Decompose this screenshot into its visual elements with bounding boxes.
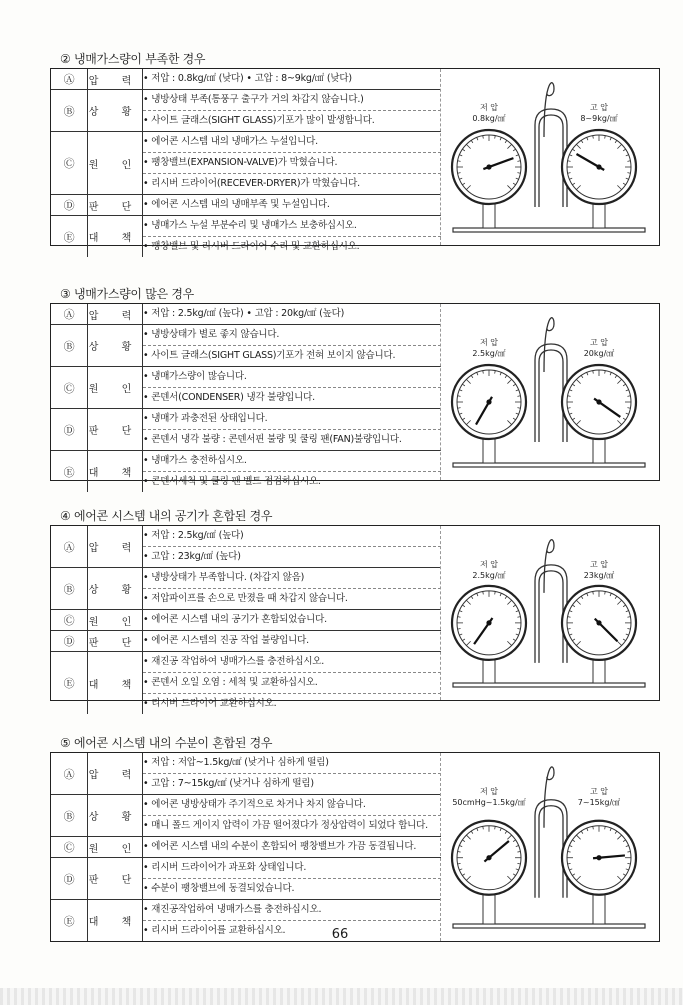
row-text: • 재진공 작업하여 냉매가스를 충전하십시오.: [143, 656, 325, 667]
row-text: • 팽창밸브(EXPANSION-VALVE)가 막혔습니다.: [143, 152, 441, 173]
section-moisture-in-system: [50, 734, 660, 942]
row-label: 판 단: [88, 858, 143, 900]
row-text: • 고압 : 7~15kg/㎠ (낮거나 심하게 떨림): [143, 773, 441, 794]
row-text: • 매니 폴드 게이지 압력이 가끔 떨어졌다가 정상압력이 되었다 합니다.: [143, 815, 441, 836]
row-text: • 팽창밸브 및 리시버 드라이어 수리 및 교환하십시오.: [143, 236, 441, 257]
row-key: Ⓑ: [51, 795, 88, 837]
gauge-pair-icon: [441, 69, 657, 244]
row-label: 압 력: [88, 304, 143, 325]
row-key: Ⓓ: [51, 409, 88, 451]
row-text: • 사이트 글래스(SIGHT GLASS)기포가 많이 발생합니다.: [143, 110, 441, 131]
row-key: Ⓐ: [51, 304, 88, 325]
row-key: Ⓒ: [51, 132, 88, 195]
table-row: [51, 652, 441, 715]
table-row: [51, 69, 441, 90]
section-insufficient-refrigerant: [50, 50, 660, 252]
row-label: 대 책: [88, 451, 143, 493]
high-gauge-value: 7~15kg/㎠: [577, 798, 621, 807]
row-label: 원 인: [88, 367, 143, 409]
row-text: • 에어콘 시스템의 진공 작업 불량입니다.: [143, 635, 309, 646]
gauge-pair-icon: [441, 753, 657, 940]
row-label: 대 책: [88, 652, 143, 715]
table-row: [51, 610, 441, 631]
row-text: • 고압 : 23kg/㎠ (높다): [143, 546, 441, 567]
high-gauge-title: 고 압: [590, 338, 608, 347]
row-key: Ⓒ: [51, 837, 88, 858]
info-table: [51, 69, 441, 257]
row-label: 원 인: [88, 610, 143, 631]
low-gauge-title: 저 압: [480, 338, 498, 347]
low-gauge-title: 저 압: [480, 787, 498, 796]
row-label: 원 인: [88, 132, 143, 195]
row-key: Ⓓ: [51, 858, 88, 900]
manifold-gauge-illustration: [440, 69, 659, 245]
high-gauge-title: 고 압: [590, 787, 608, 796]
row-label: 압 력: [88, 753, 143, 795]
section-title: ③ 냉매가스량이 많은 경우: [60, 287, 194, 301]
row-key: Ⓐ: [51, 753, 88, 795]
row-key: Ⓔ: [51, 900, 88, 942]
high-gauge-value: 23kg/㎠: [583, 571, 615, 580]
row-text: • 에어콘 시스템 내의 수분이 혼합되어 팽창밸브가 가끔 동결됩니다.: [143, 841, 417, 852]
row-text: • 콘덴서(CONDENSER) 냉각 불량입니다.: [143, 387, 441, 408]
gauge-pair-icon: [441, 304, 657, 479]
row-text: • 저압 : 저압~1.5kg/㎠ (낮거나 심하게 떨림): [143, 757, 329, 768]
row-key: Ⓐ: [51, 526, 88, 568]
table-row: [51, 451, 441, 493]
row-label: 원 인: [88, 837, 143, 858]
section-box: [50, 525, 660, 709]
row-label: 압 력: [88, 526, 143, 568]
row-label: 상 황: [88, 325, 143, 367]
section-box: [50, 752, 660, 942]
row-label: 압 력: [88, 69, 143, 90]
manifold-gauge-illustration: [440, 304, 659, 480]
low-gauge-value: 0.8kg/㎠: [472, 114, 506, 123]
low-gauge-title: 저 압: [480, 103, 498, 112]
manifold-gauge-illustration: [440, 526, 659, 700]
table-row: [51, 195, 441, 216]
section-title: ④ 에어콘 시스템 내의 공기가 혼합된 경우: [60, 509, 273, 523]
row-key: Ⓑ: [51, 90, 88, 132]
table-row: [51, 568, 441, 610]
table-row: [51, 216, 441, 258]
row-text: • 리시버 드라이어 교환하십시오.: [143, 693, 441, 714]
high-gauge-value: 20kg/㎠: [583, 349, 615, 358]
row-text: • 냉매가스 충전하십시오.: [143, 455, 247, 466]
row-key: Ⓒ: [51, 367, 88, 409]
table-row: [51, 132, 441, 195]
row-text: • 냉방상태 부족(통풍구 출구가 거의 차갑지 않습니다.): [143, 94, 364, 105]
section-box: [50, 68, 660, 252]
low-gauge-title: 저 압: [480, 560, 498, 569]
row-label: 상 황: [88, 795, 143, 837]
row-text: • 저압 : 2.5kg/㎠ (높다): [143, 530, 244, 541]
table-row: [51, 325, 441, 367]
row-text: • 에어콘 냉방상태가 주기적으로 차거나 차지 않습니다.: [143, 799, 366, 810]
section-box: [50, 303, 660, 487]
table-row: [51, 631, 441, 652]
page-number: 66: [331, 927, 349, 942]
row-text: • 냉매가스 누설 부분수리 및 냉매가스 보충하십시오.: [143, 220, 357, 231]
row-key: Ⓒ: [51, 610, 88, 631]
row-text: • 에어콘 시스템 내의 공기가 혼합되었습니다.: [143, 614, 327, 625]
table-row: [51, 900, 441, 942]
low-gauge-value: 2.5kg/㎠: [472, 571, 506, 580]
high-gauge-value: 8~9kg/㎠: [580, 114, 618, 123]
row-text: • 냉매가 과충전된 상태입니다.: [143, 413, 268, 424]
scan-edge: [0, 988, 683, 1005]
row-text: • 에어콘 시스템 내의 냉매가스 누설입니다.: [143, 136, 318, 147]
row-label: 대 책: [88, 900, 143, 942]
info-table: [51, 753, 441, 941]
row-text: • 리시버 드라이어가 과포화 상태입니다.: [143, 862, 307, 873]
row-text: • 콘덴서 오일 오염 : 세척 및 교환하십시오.: [143, 672, 441, 693]
section-excess-refrigerant: [50, 285, 660, 487]
row-label: 대 책: [88, 216, 143, 258]
table-row: [51, 837, 441, 858]
row-key: Ⓑ: [51, 568, 88, 610]
row-text: • 저압 : 2.5kg/㎠ (높다) • 고압 : 20kg/㎠ (높다): [143, 308, 345, 319]
row-label: 판 단: [88, 409, 143, 451]
manifold-gauge-illustration: [440, 753, 659, 941]
table-row: [51, 753, 441, 795]
row-label: 판 단: [88, 195, 143, 216]
row-text: • 리시버 드라이어를 교환하십시오.: [143, 920, 441, 941]
row-text: • 콘덴서 냉각 불량 : 콘덴서핀 불량 및 쿨링 팬(FAN)불량입니다.: [143, 429, 441, 450]
row-text: • 재진공작업하여 냉매가스를 충전하십시오.: [143, 904, 322, 915]
row-key: Ⓓ: [51, 631, 88, 652]
row-text: • 수분이 팽창밸브에 동결되었습니다.: [143, 878, 441, 899]
table-row: [51, 304, 441, 325]
row-key: Ⓔ: [51, 216, 88, 258]
table-row: [51, 526, 441, 568]
info-table: [51, 526, 441, 714]
row-key: Ⓐ: [51, 69, 88, 90]
low-gauge-value: 50cmHg~1.5kg/㎠: [452, 798, 526, 807]
low-gauge-value: 2.5kg/㎠: [472, 349, 506, 358]
row-text: • 리시버 드라이어(RECEVER-DRYER)가 막혔습니다.: [143, 173, 441, 194]
table-row: [51, 409, 441, 451]
row-label: 상 황: [88, 568, 143, 610]
table-row: [51, 367, 441, 409]
info-table: [51, 304, 441, 492]
section-title: ② 냉매가스량이 부족한 경우: [60, 52, 206, 66]
row-text: • 저압파이프를 손으로 만졌을 때 차갑지 않습니다.: [143, 588, 441, 609]
table-row: [51, 90, 441, 132]
row-key: Ⓑ: [51, 325, 88, 367]
row-text: • 냉방상태가 부족합니다. (차갑지 않음): [143, 572, 305, 583]
high-gauge-title: 고 압: [590, 103, 608, 112]
row-text: • 에어콘 시스템 내의 냉매부족 및 누설입니다.: [143, 199, 330, 210]
section-title: ⑤ 에어콘 시스템 내의 수분이 혼합된 경우: [60, 736, 273, 750]
row-text: • 냉방상태가 별로 좋지 않습니다.: [143, 329, 280, 340]
high-gauge-title: 고 압: [590, 560, 608, 569]
row-text: • 저압 : 0.8kg/㎠ (낮다) • 고압 : 8~9kg/㎠ (낮다): [143, 73, 352, 84]
row-text: • 사이트 글래스(SIGHT GLASS)기포가 전혀 보이지 않습니다.: [143, 345, 441, 366]
row-key: Ⓔ: [51, 652, 88, 715]
row-text: • 냉매가스량이 많습니다.: [143, 371, 247, 382]
table-row: [51, 858, 441, 900]
row-text: • 콘덴서세척 및 쿨링 팬 벨트 점검하십시오.: [143, 471, 441, 492]
row-label: 상 황: [88, 90, 143, 132]
row-key: Ⓓ: [51, 195, 88, 216]
section-air-in-system: [50, 507, 660, 709]
row-label: 판 단: [88, 631, 143, 652]
gauge-pair-icon: [441, 526, 657, 699]
row-key: Ⓔ: [51, 451, 88, 493]
table-row: [51, 795, 441, 837]
